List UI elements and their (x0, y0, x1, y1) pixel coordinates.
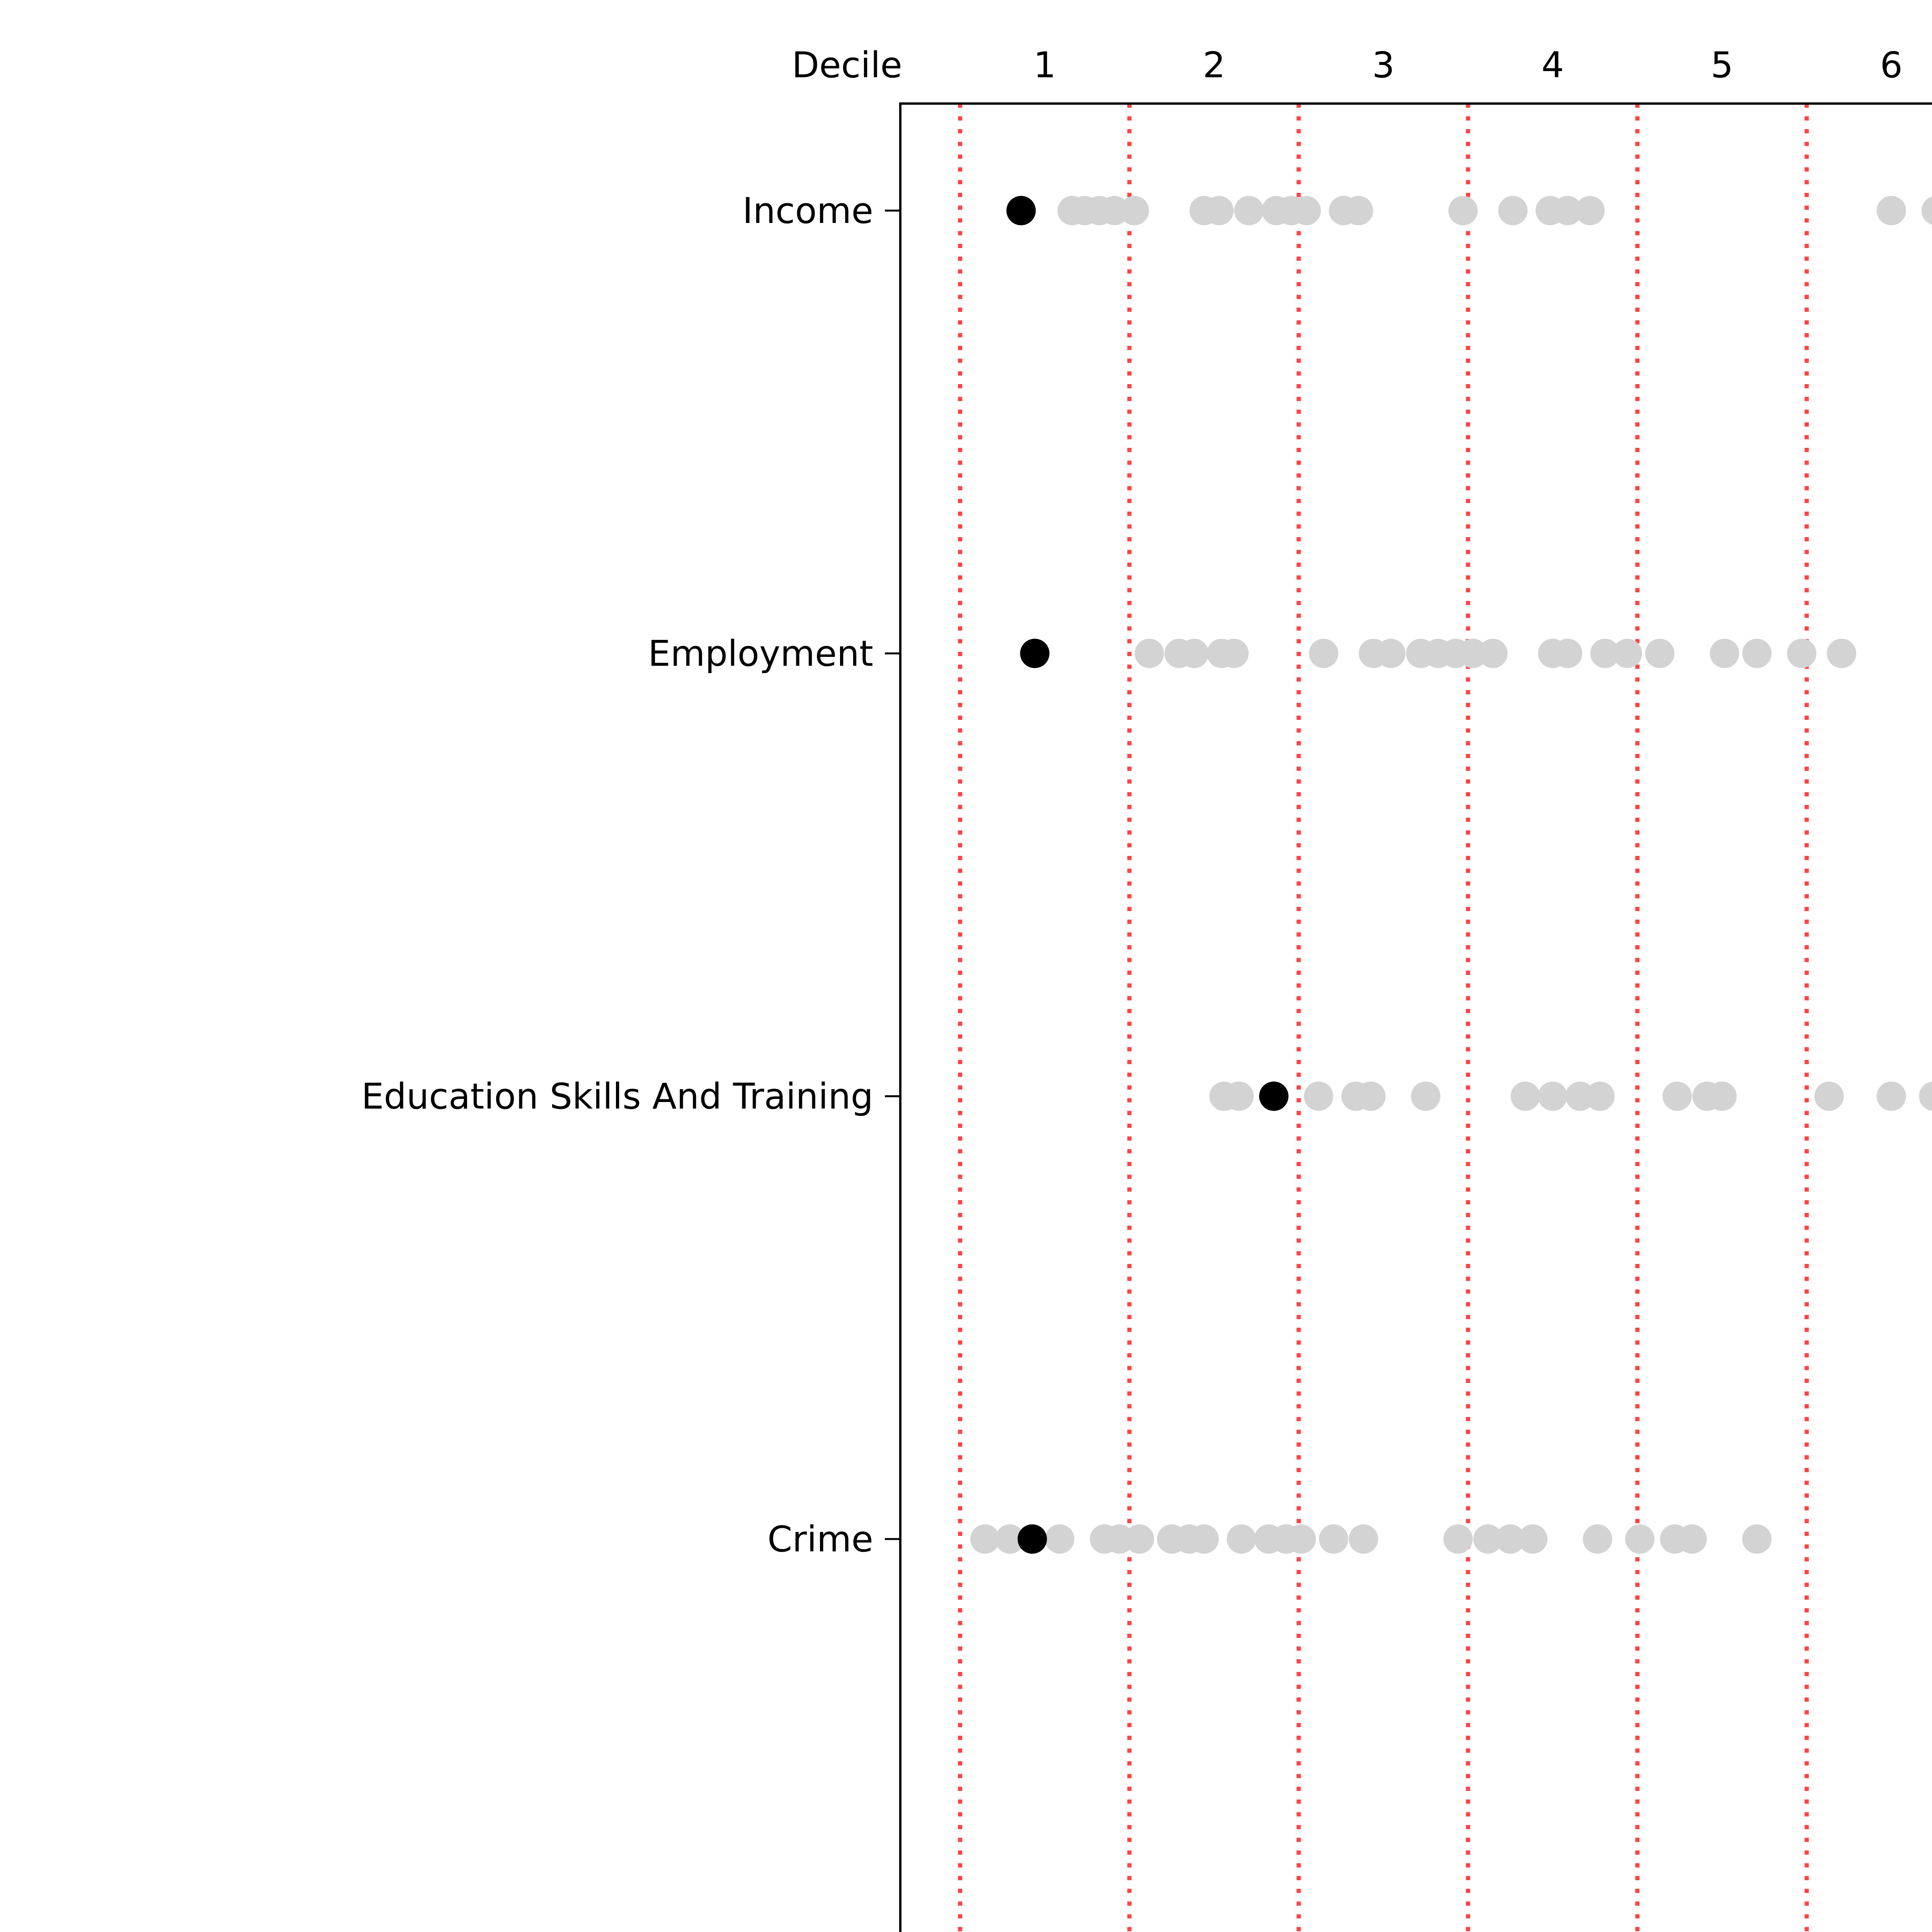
point-highlight-3 (1018, 1524, 1047, 1554)
point-other-0-14 (1498, 196, 1527, 225)
point-other-1-18 (1710, 639, 1739, 668)
point-other-3-2 (1045, 1524, 1074, 1554)
point-other-1-19 (1742, 639, 1772, 668)
point-highlight-2 (1259, 1082, 1289, 1111)
point-other-1-16 (1613, 639, 1642, 668)
point-highlight-1 (1020, 639, 1049, 668)
point-other-3-9 (1227, 1524, 1256, 1554)
point-other-3-20 (1625, 1524, 1655, 1554)
point-other-3-23 (1742, 1524, 1772, 1554)
point-other-0-18 (1877, 196, 1906, 225)
point-other-1-5 (1309, 639, 1338, 668)
point-other-3-22 (1677, 1524, 1707, 1554)
point-other-3-18 (1518, 1524, 1548, 1554)
decile-label-0: 1 (1033, 44, 1056, 86)
y-label-1: Employment (648, 633, 873, 674)
y-label-0: Income (742, 190, 873, 231)
decile-label-5: 6 (1880, 44, 1903, 86)
point-other-3-13 (1319, 1524, 1348, 1554)
decile-label-3: 4 (1541, 44, 1564, 86)
point-other-1-17 (1645, 639, 1674, 668)
point-other-1-7 (1376, 639, 1405, 668)
decile-label-1: 2 (1202, 44, 1226, 86)
decile-axis-title: Decile (792, 44, 902, 86)
point-other-3-8 (1189, 1524, 1219, 1554)
point-other-0-13 (1448, 196, 1478, 225)
decile-label-2: 3 (1372, 44, 1395, 86)
point-other-3-15 (1443, 1524, 1473, 1554)
point-other-2-1 (1224, 1082, 1253, 1111)
point-other-2-12 (1708, 1082, 1737, 1111)
point-other-0-7 (1234, 196, 1264, 225)
point-other-2-4 (1356, 1082, 1386, 1111)
point-other-1-20 (1787, 639, 1816, 668)
point-other-3-14 (1349, 1524, 1378, 1554)
point-highlight-0 (1007, 196, 1036, 225)
y-label-2: Education Skills And Training (361, 1076, 873, 1117)
point-other-3-12 (1287, 1524, 1316, 1554)
point-other-1-12 (1478, 639, 1508, 668)
point-other-0-4 (1120, 196, 1149, 225)
point-other-2-6 (1510, 1082, 1540, 1111)
point-other-2-5 (1411, 1082, 1440, 1111)
point-other-1-14 (1553, 639, 1582, 668)
point-other-2-7 (1538, 1082, 1567, 1111)
decile-label-4: 5 (1711, 44, 1733, 86)
point-other-1-21 (1827, 639, 1856, 668)
point-other-0-6 (1204, 196, 1234, 225)
point-other-2-2 (1304, 1082, 1333, 1111)
point-other-3-19 (1583, 1524, 1612, 1554)
point-other-3-5 (1125, 1524, 1154, 1554)
point-other-0-17 (1575, 196, 1605, 225)
point-other-2-10 (1663, 1082, 1692, 1111)
point-other-1-4 (1219, 639, 1249, 668)
point-other-1-0 (1134, 639, 1164, 668)
point-other-0-12 (1344, 196, 1373, 225)
point-other-2-13 (1815, 1082, 1844, 1111)
point-other-1-2 (1179, 639, 1209, 668)
point-other-2-9 (1585, 1082, 1615, 1111)
y-label-3: Crime (767, 1519, 873, 1560)
point-other-2-14 (1877, 1082, 1906, 1111)
point-other-0-10 (1291, 196, 1321, 225)
